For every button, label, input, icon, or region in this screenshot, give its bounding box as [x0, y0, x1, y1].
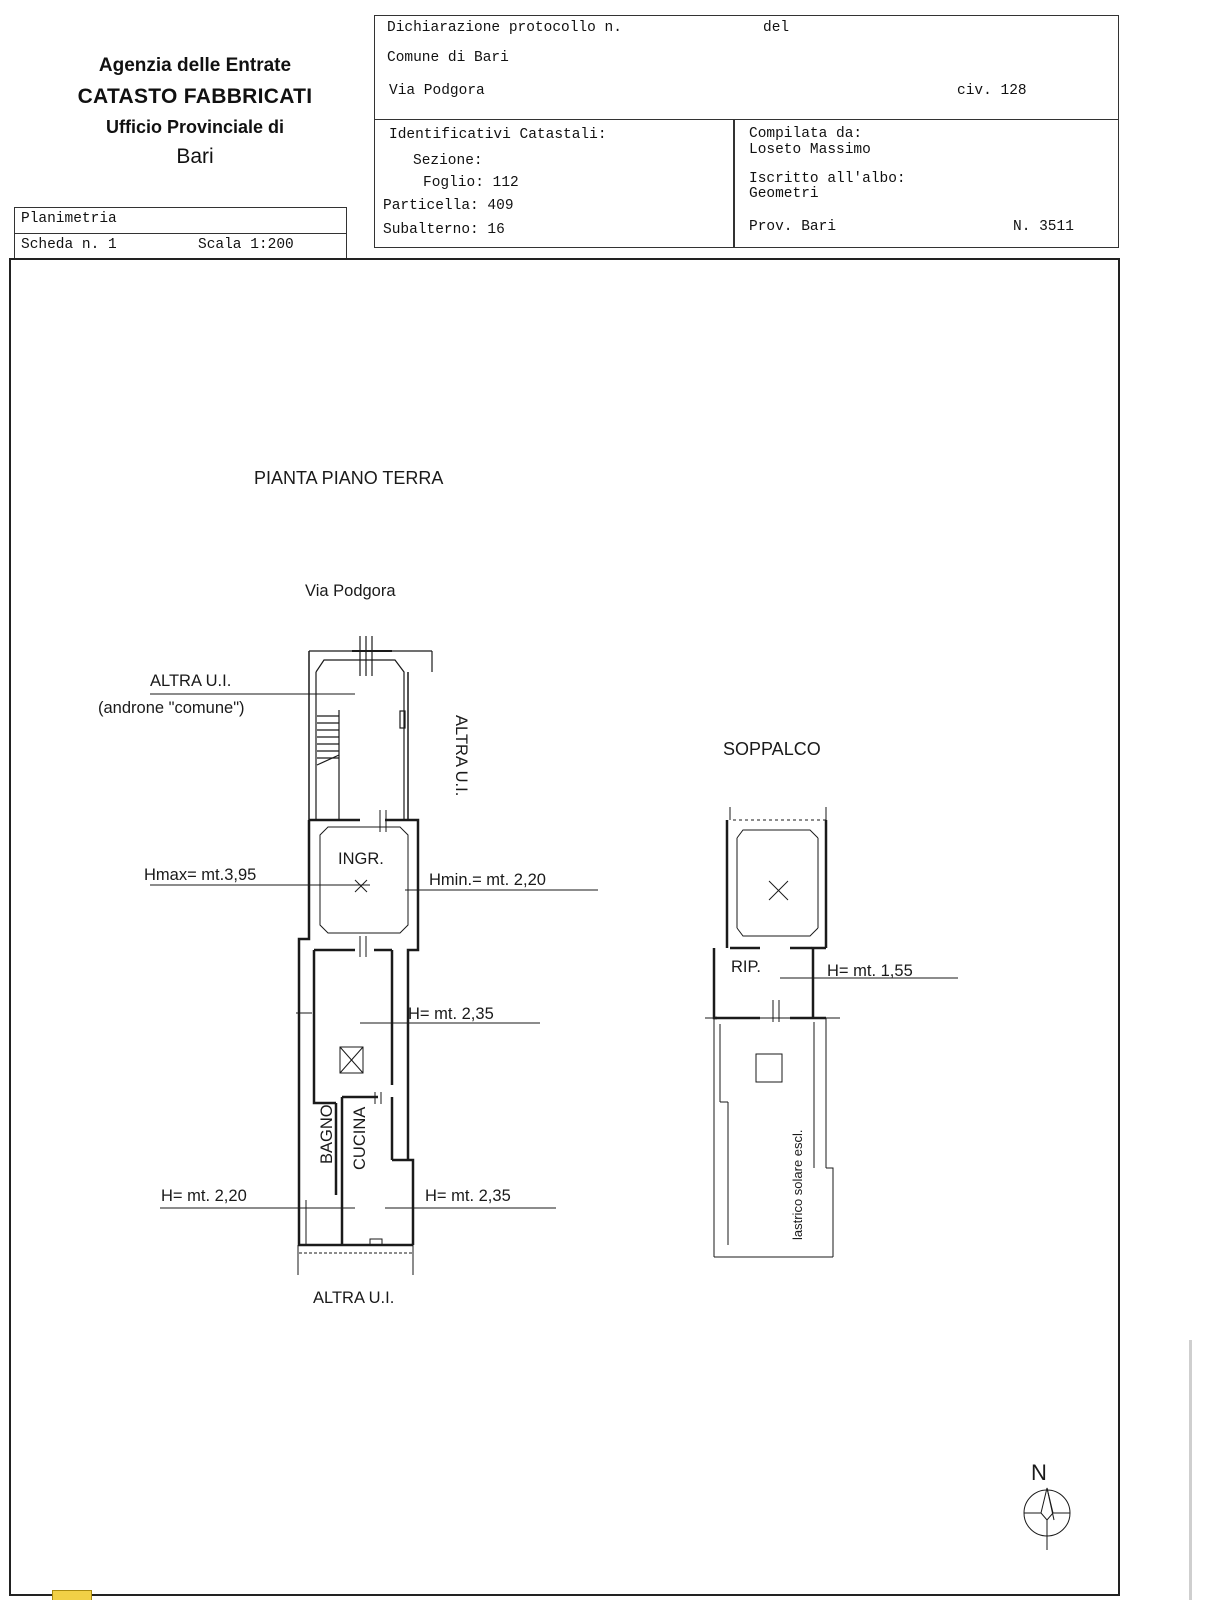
androne-label: (androne "comune"): [98, 699, 245, 717]
albo-numero: N. 3511: [1013, 219, 1074, 235]
ingresso-inner: [320, 810, 408, 957]
albo-label: Iscritto all'albo:: [749, 171, 906, 187]
agency-name: Agenzia delle Entrate: [98, 55, 292, 76]
del-label: del: [763, 20, 790, 36]
hmin-label: Hmin.= mt. 2,20: [429, 871, 546, 889]
civico: civ. 128: [957, 83, 1027, 99]
altra-ui-right: ALTRA U.I.: [452, 715, 470, 797]
via: Via Podgora: [389, 83, 485, 99]
compilata-name: Loseto Massimo: [749, 142, 871, 158]
plan-title: PIANTA PIANO TERRA: [254, 468, 444, 488]
hmax-label: Hmax= mt.3,95: [144, 866, 257, 884]
h-left-bottom: H= mt. 2,20: [161, 1187, 247, 1205]
scala: Scala 1:200: [198, 237, 294, 253]
compass-rose-icon: [1024, 1488, 1070, 1550]
skylight: [296, 1013, 363, 1073]
room-cucina: CUCINA: [351, 1106, 369, 1170]
ufficio-city: Bari: [176, 145, 214, 168]
altra-ui-top-left: ALTRA U.I.: [150, 672, 232, 690]
albo-value: Geometri: [749, 186, 819, 202]
altra-ui-bottom: ALTRA U.I.: [313, 1289, 395, 1307]
room-bagno: BAGNO: [318, 1104, 336, 1164]
catasto-title: CATASTO FABBRICATI: [77, 85, 313, 108]
room-ripostiglio: RIP.: [731, 958, 761, 976]
comune: Comune di Bari: [387, 50, 509, 66]
h-right-bottom: H= mt. 2,35: [425, 1187, 511, 1205]
identificativi-title: Identificativi Catastali:: [389, 127, 607, 143]
planimetria-title: Planimetria: [21, 211, 117, 227]
subalterno: Subalterno: 16: [383, 222, 505, 238]
foglio: Foglio: 112: [423, 175, 519, 191]
lastrico-label: lastrico solare escl.: [790, 1129, 805, 1240]
provincia: Prov. Bari: [749, 219, 837, 235]
protocollo-label: Dichiarazione protocollo n.: [387, 20, 622, 36]
north-label: N: [1031, 1460, 1047, 1485]
room-ingresso: INGR.: [338, 850, 384, 868]
soppalco-walls: [714, 820, 826, 1018]
street-label: Via Podgora: [305, 582, 396, 600]
androne-walls: [309, 636, 432, 820]
soppalco-title: SOPPALCO: [723, 739, 821, 759]
scheda-number: Scheda n. 1: [21, 237, 117, 253]
sezione: Sezione:: [413, 153, 483, 169]
ufficio-label: Ufficio Provinciale di: [105, 117, 285, 137]
folder-icon: [52, 1590, 92, 1600]
soppalco-h-label: H= mt. 1,55: [827, 962, 913, 980]
h-mid-label: H= mt. 2,35: [408, 1005, 494, 1023]
particella: Particella: 409: [383, 198, 514, 214]
scrollbar[interactable]: [1189, 1340, 1192, 1600]
compilata-label: Compilata da:: [749, 126, 863, 142]
soppalco-details: [705, 807, 958, 1257]
